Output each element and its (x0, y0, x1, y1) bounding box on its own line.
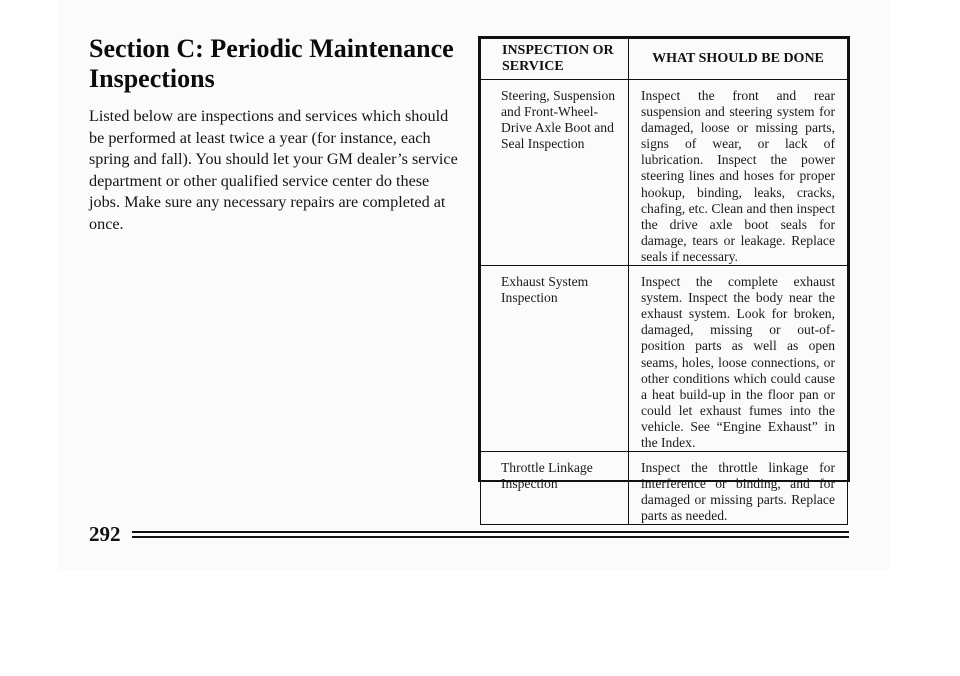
footer-rule (132, 531, 849, 533)
section-title: Section C: Periodic Maintenance Inspections (89, 34, 454, 93)
inspection-table (478, 36, 850, 524)
inspection-description: Inspect the complete exhaust system. Inspect the body near the exhaust system. Look for broken, damaged, missing or out-of-position parts as well as open seams, holes, loose connections, or other conditions which could cause a heat build-up in the floor pan or could let exhaust fumes into the vehicle. See “Engine Exhaust” in the Index. (629, 266, 848, 452)
column-header-what-to-do: WHAT SHOULD BE DONE (629, 39, 848, 80)
page-number: 292 (89, 522, 121, 546)
table-row (481, 266, 848, 452)
inspection-item: Throttle Linkage Inspection (481, 452, 629, 525)
column-header-inspection: INSPECTION OR SERVICE (481, 39, 629, 80)
page-footer (89, 521, 849, 547)
table-row (481, 80, 848, 266)
inspection-item: Exhaust System Inspection (481, 266, 629, 452)
table-header-row (481, 39, 848, 80)
left-column (89, 34, 459, 235)
inspection-item: Steering, Suspension and Front-Wheel-Drive Axle Boot and Seal Inspection (481, 80, 629, 266)
inspection-description: Inspect the throttle linkage for interference or binding, and for damaged or missing parts. Replace parts as needed. (629, 452, 848, 525)
intro-paragraph: Listed below are inspections and services which should be performed at least twice a year (for instance, each spring and fall). You should let your GM dealer’s service department or other qualified service center do these jobs. Make sure any necessary repairs are completed at once. (89, 107, 458, 233)
footer-rule (132, 536, 849, 538)
inspection-description: Inspect the front and rear suspension and steering system for damaged, loose or missing parts, signs of wear, or lack of lubrication. Inspect the power steering lines and hoses for proper hookup, binding, leaks, cracks, chafing, etc. Clean and then inspect the drive axle boot seals for damage, tears or leakage. Replace seals if necessary. (629, 80, 848, 266)
table-row (481, 452, 848, 525)
